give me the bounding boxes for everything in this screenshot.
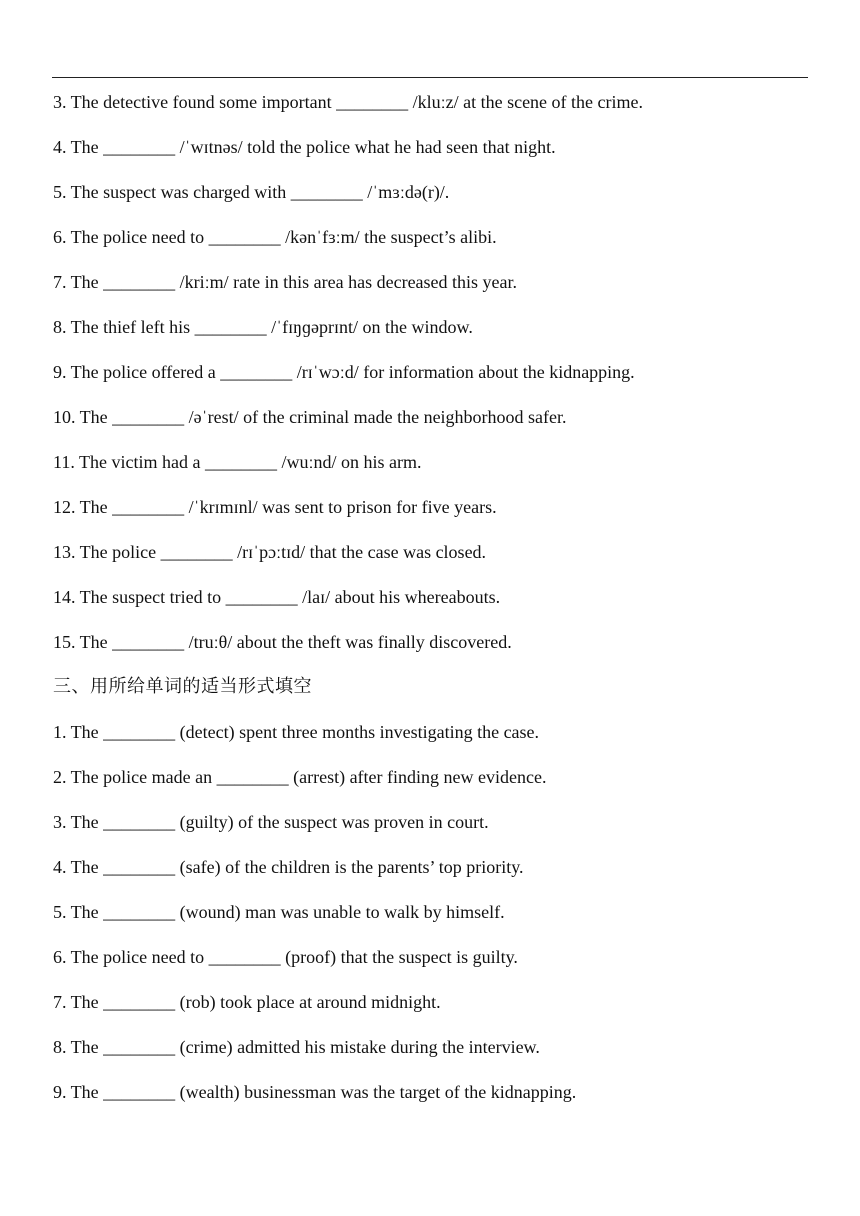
section-three-list [53,719,813,1124]
exercise-item: 4. The ________ (safe) of the children is the parents’ top priority. [53,857,524,877]
exercise-item: 14. The suspect tried to ________ /laɪ/ about his whereabouts. [53,587,501,607]
exercise-item: 3. The ________ (guilty) of the suspect was proven in court. [53,812,489,832]
exercise-item: 11. The victim had a ________ /wuːnd/ on his arm. [53,452,422,472]
exercise-item: 1. The ________ (detect) spent three months investigating the case. [53,722,540,742]
exercise-item: 7. The ________ (rob) took place at around midnight. [53,992,441,1012]
exercise-item: 15. The ________ /truːθ/ about the theft was finally discovered. [53,632,512,652]
exercise-item: 9. The ________ (wealth) businessman was the target of the kidnapping. [53,1082,577,1102]
worksheet-content [53,89,813,1124]
exercise-item: 2. The police made an ________ (arrest) after finding new evidence. [53,767,547,787]
exercise-item: 3. The detective found some important ________ /kluːz/ at the scene of the crime. [53,92,644,112]
exercise-item: 6. The police need to ________ (proof) that the suspect is guilty. [53,947,518,967]
exercise-item: 10. The ________ /əˈrest/ of the criminal made the neighborhood safer. [53,407,567,427]
exercise-item: 8. The thief left his ________ /ˈfɪŋɡəprɪnt/ on the window. [53,317,473,337]
exercise-item: 4. The ________ /ˈwɪtnəs/ told the police what he had seen that night. [53,137,556,157]
exercise-item: 12. The ________ /ˈkrɪmɪnl/ was sent to prison for five years. [53,497,497,517]
exercise-item: 7. The ________ /kriːm/ rate in this area has decreased this year. [53,272,518,292]
section-two-list [53,89,813,674]
exercise-item: 5. The ________ (wound) man was unable to walk by himself. [53,902,505,922]
header-rule [52,77,808,78]
exercise-item: 13. The police ________ /rɪˈpɔːtɪd/ that the case was closed. [53,542,487,562]
exercise-item: 5. The suspect was charged with ________ /ˈmɜːdə(r)/. [53,182,450,202]
exercise-item: 6. The police need to ________ /kənˈfɜːm/ the suspect’s alibi. [53,227,497,247]
section-three-heading: 三、用所给单词的适当形式填空 [53,676,312,697]
exercise-item: 8. The ________ (crime) admitted his mistake during the interview. [53,1037,540,1057]
exercise-item: 9. The police offered a ________ /rɪˈwɔːd/ for information about the kidnapping. [53,362,635,382]
